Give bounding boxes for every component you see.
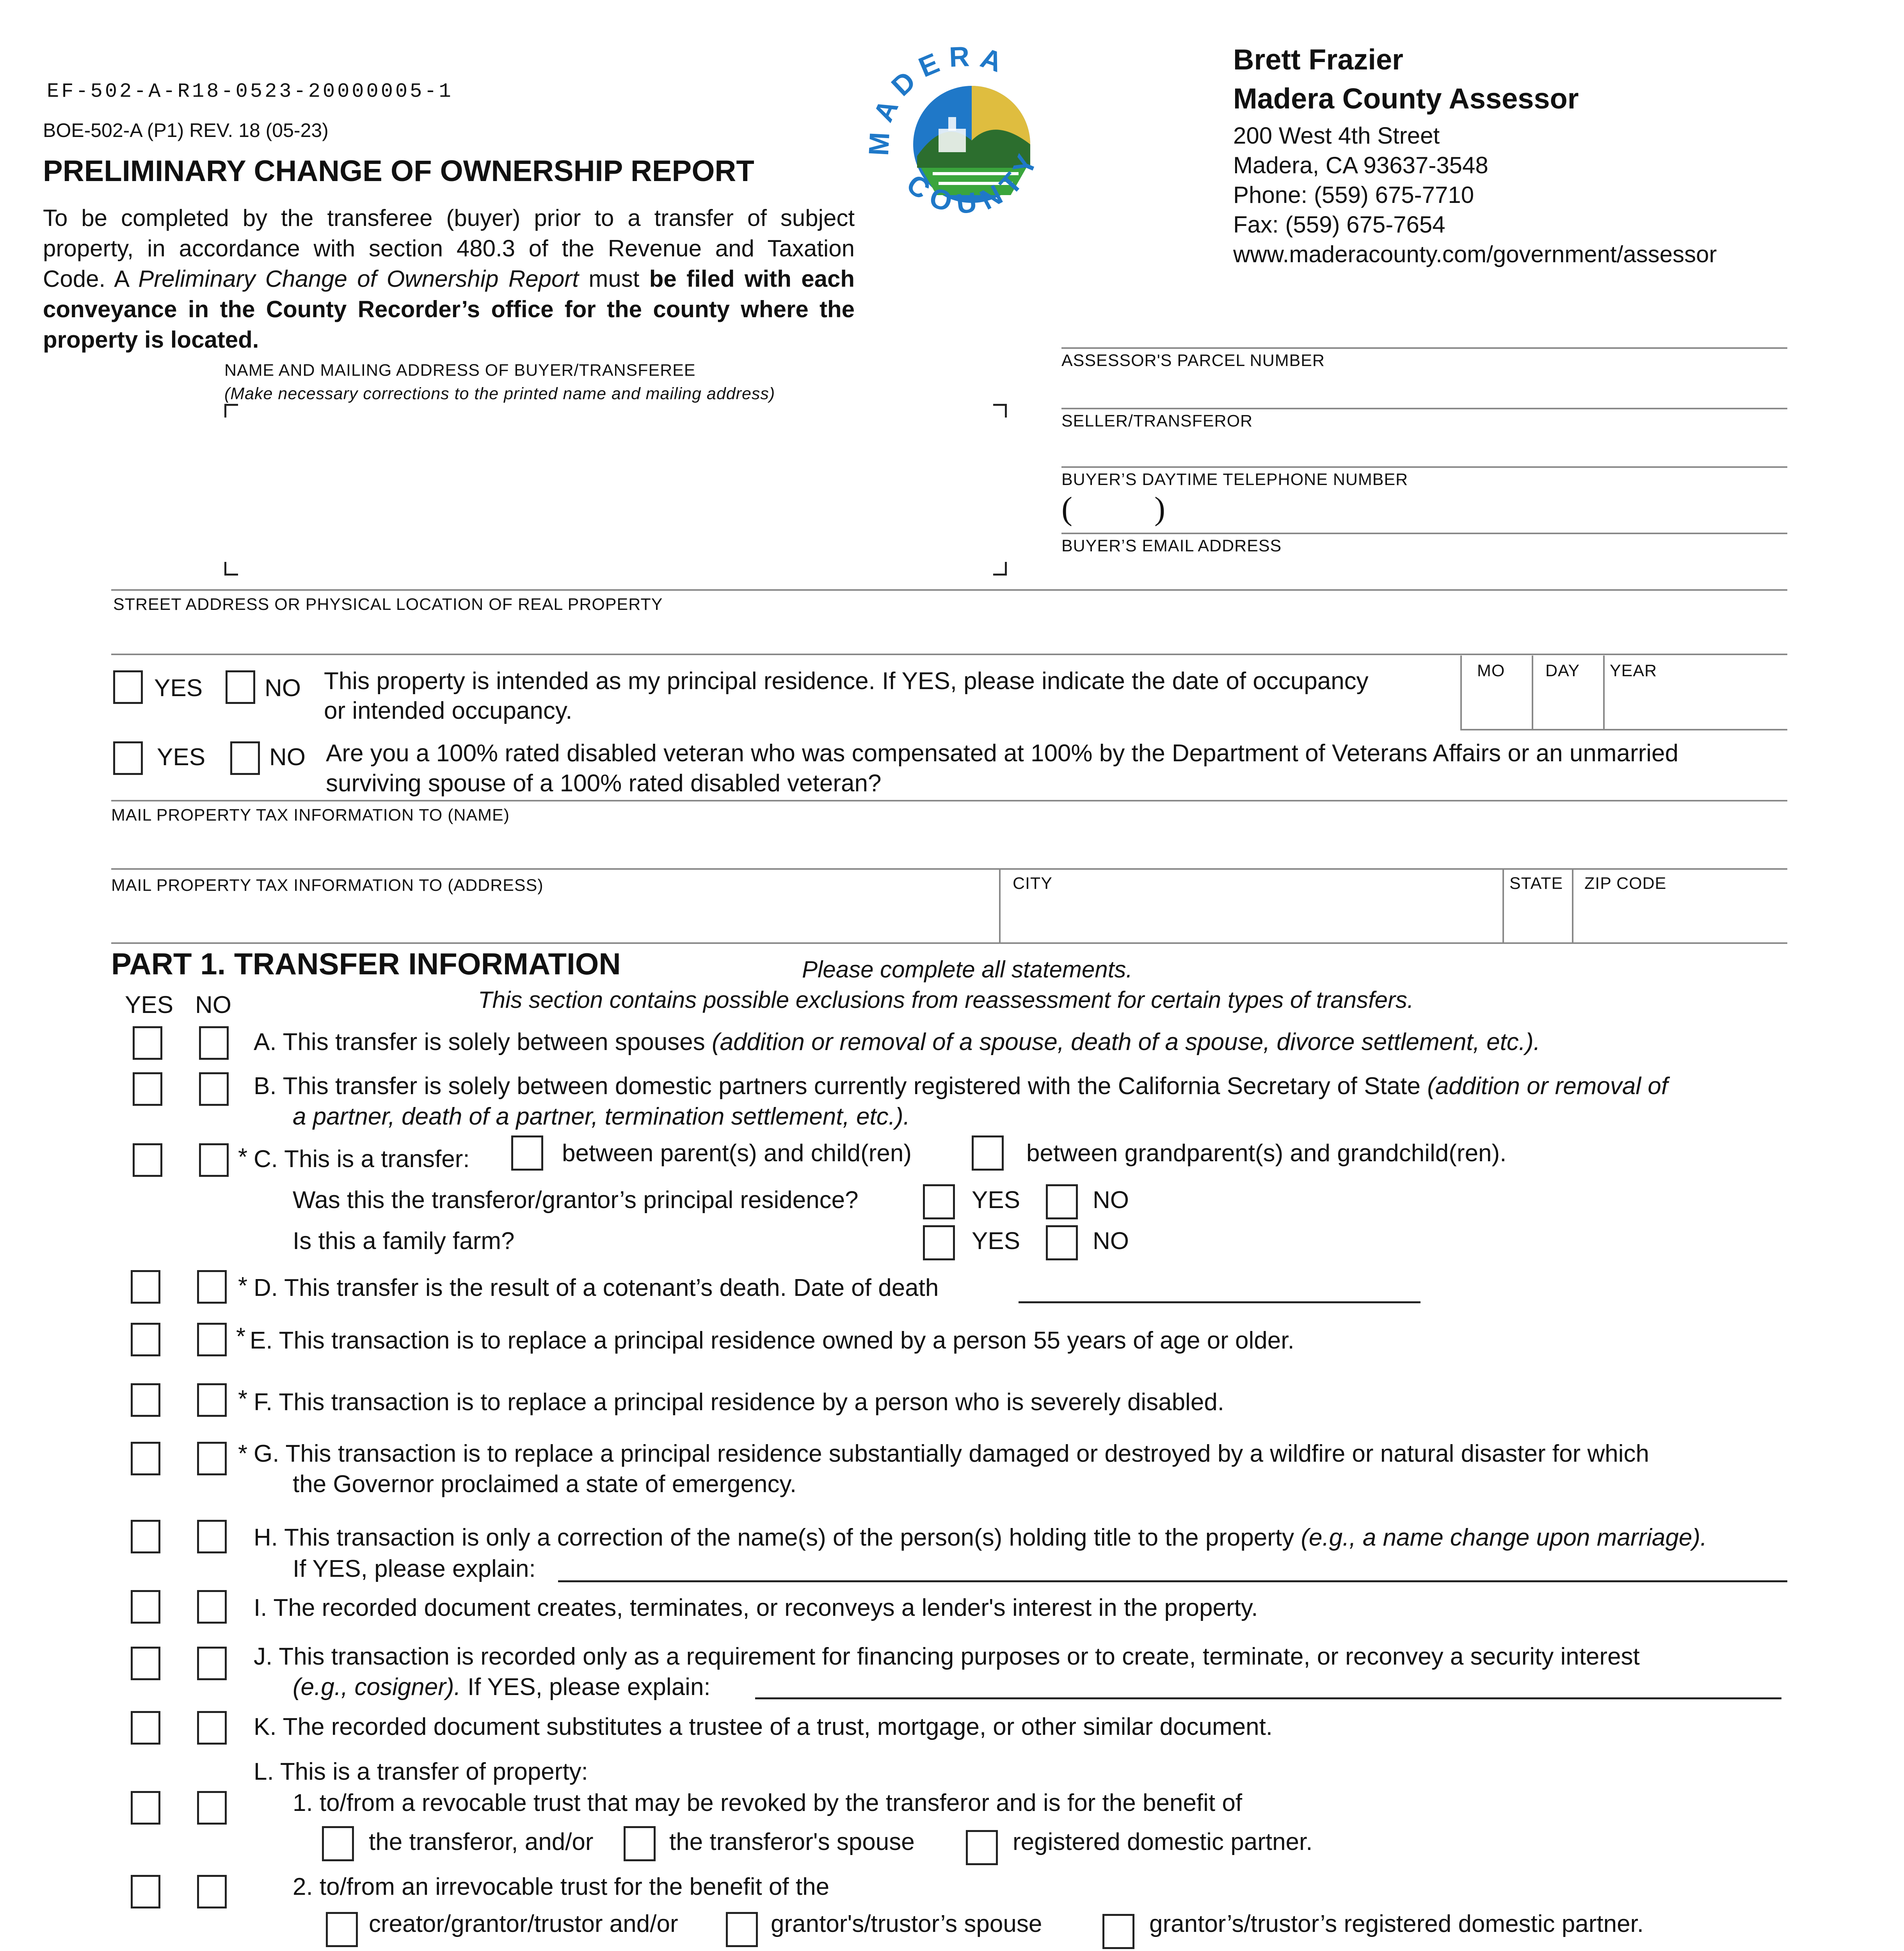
- transferor-spouse-label: the transferor's spouse: [669, 1828, 915, 1855]
- part1-e-yes-checkbox[interactable]: [131, 1323, 160, 1356]
- date-of-death-field[interactable]: [1019, 1301, 1420, 1303]
- divider: [1460, 656, 1462, 730]
- part1-j-explain-field[interactable]: [755, 1697, 1781, 1699]
- principal-residence-question: Was this the transferor/grantor’s principal residence?: [293, 1187, 859, 1214]
- occupancy-year-field[interactable]: [1605, 683, 1785, 728]
- address-window-corner: [993, 562, 1007, 576]
- divider: [111, 868, 1787, 870]
- part1-l1-yes-checkbox[interactable]: [131, 1791, 160, 1825]
- yes-label: YES: [972, 1187, 1020, 1214]
- parent-child-checkbox[interactable]: [511, 1135, 543, 1171]
- part1-a-yes-checkbox[interactable]: [133, 1026, 162, 1060]
- svg-text:MADERA: MADERA: [863, 41, 1014, 156]
- divider: [1061, 408, 1787, 409]
- seller-label: SELLER/TRANSFEROR: [1061, 412, 1253, 430]
- residence-question: This property is intended as my principal residence. If YES, please indicate the date of occupancy: [324, 668, 1369, 695]
- address-window-corner: [224, 562, 238, 576]
- part1-d-text: D. This transfer is the result of a cotenant’s death. Date of death: [254, 1274, 939, 1301]
- part1-f-no-checkbox[interactable]: [197, 1383, 227, 1417]
- transferor-checkbox[interactable]: [322, 1826, 354, 1861]
- grantor-spouse-checkbox[interactable]: [726, 1912, 758, 1947]
- occupancy-month-field[interactable]: [1463, 683, 1531, 728]
- madera-county-logo: [855, 39, 1081, 246]
- divider: [1061, 347, 1787, 349]
- transferor-spouse-checkbox[interactable]: [624, 1826, 656, 1861]
- intro-text: To be completed by the transferee (buyer) prior to a transfer of subject property, in accordance with section 480.3 of the Revenue and Taxation Code. A Preliminary Change of Ownership Report must be filed with each conveyance in the County Recorder’s office for the county where the property is located.: [43, 205, 855, 353]
- form-code: BOE-502-A (P1) REV. 18 (05-23): [43, 119, 329, 141]
- part1-h-yes-checkbox[interactable]: [131, 1520, 160, 1553]
- mo-label: MO: [1477, 661, 1505, 680]
- mail-state-field[interactable]: [1506, 897, 1570, 940]
- part1-h-explain-field[interactable]: [558, 1580, 1787, 1582]
- state-label: STATE: [1509, 874, 1563, 893]
- street-field[interactable]: [113, 617, 1787, 652]
- divider: [1061, 466, 1787, 468]
- mail-address-label: MAIL PROPERTY TAX INFORMATION TO (ADDRESS): [111, 876, 544, 895]
- divider: [1572, 868, 1573, 942]
- grandparent-grandchild-checkbox[interactable]: [972, 1135, 1004, 1171]
- part1-d-no-checkbox[interactable]: [197, 1270, 227, 1304]
- parent-child-label: between parent(s) and child(ren): [562, 1140, 912, 1167]
- part1-i-no-checkbox[interactable]: [197, 1590, 227, 1624]
- part1-g-no-checkbox[interactable]: [197, 1442, 227, 1475]
- part1-h-explain-label: If YES, please explain:: [293, 1555, 536, 1582]
- principal-residence-no-checkbox[interactable]: [1046, 1184, 1078, 1219]
- part1-h-text: H. This transaction is only a correction of the name(s) of the person(s) holding title to the property (e.g., a name change upon marriage).: [254, 1524, 1707, 1551]
- buyer-name-address-field[interactable]: [238, 418, 991, 558]
- divider: [1532, 656, 1533, 730]
- transferor-label: the transferor, and/or: [369, 1828, 594, 1855]
- veteran-question: Are you a 100% rated disabled veteran who was compensated at 100% by the Department of Veterans Affairs or an unmarried: [326, 740, 1679, 767]
- name-mailing-note: (Make necessary corrections to the printed name and mailing address): [224, 384, 775, 403]
- address-window-corner: [224, 404, 238, 418]
- apn-label: ASSESSOR'S PARCEL NUMBER: [1061, 351, 1325, 370]
- part1-a-text: A. This transfer is solely between spouses (addition or removal of a spouse, death of a spouse, divorce settlement, etc.).: [254, 1029, 1540, 1055]
- asterisk: *: [238, 1440, 248, 1467]
- assessor-office: Madera County Assessor: [1233, 82, 1579, 115]
- part1-c-yes-checkbox[interactable]: [133, 1143, 162, 1177]
- family-farm-no-checkbox[interactable]: [1046, 1225, 1078, 1260]
- registered-partner-checkbox[interactable]: [966, 1830, 998, 1865]
- divider: [111, 942, 1787, 944]
- no-label: NO: [1093, 1228, 1129, 1254]
- mail-name-label: MAIL PROPERTY TAX INFORMATION TO (NAME): [111, 806, 510, 824]
- part1-section-note: This section contains possible exclusions from reassessment for certain types of transfers.: [478, 987, 1414, 1013]
- principal-residence-yes-checkbox[interactable]: [923, 1184, 955, 1219]
- form-id: EF-502-A-R18-0523-20000005-1: [47, 80, 453, 103]
- divider: [999, 868, 1001, 942]
- part1-c-text: C. This is a transfer:: [254, 1146, 470, 1173]
- name-mailing-label: NAME AND MAILING ADDRESS OF BUYER/TRANSFEREE: [224, 361, 696, 380]
- asterisk: *: [236, 1323, 246, 1350]
- yes-column-header: YES: [125, 991, 174, 1018]
- divider: [111, 589, 1787, 591]
- occupancy-day-field[interactable]: [1534, 683, 1602, 728]
- part1-c-no-checkbox[interactable]: [199, 1143, 229, 1177]
- zip-label: ZIP CODE: [1584, 874, 1667, 893]
- veteran-question-cont: surviving spouse of a 100% rated disabled veteran?: [326, 770, 882, 797]
- part1-f-yes-checkbox[interactable]: [131, 1383, 160, 1417]
- part1-e-text: E. This transaction is to replace a principal residence owned by a person 55 years of age or older.: [250, 1327, 1294, 1354]
- divider: [1603, 656, 1605, 730]
- asterisk: *: [238, 1386, 248, 1413]
- residence-no-checkbox[interactable]: [226, 670, 255, 704]
- divider: [1502, 868, 1504, 942]
- asterisk: *: [238, 1144, 248, 1171]
- grantor-spouse-label: grantor's/trustor’s spouse: [771, 1910, 1042, 1937]
- divider: [111, 800, 1787, 801]
- part1-b-text: B. This transfer is solely between domestic partners currently registered with the California Secretary of State (addition or removal of: [254, 1073, 1668, 1100]
- apn-field[interactable]: [1061, 373, 1787, 406]
- part1-l1-text: 1. to/from a revocable trust that may be revoked by the transferor and is for the benefit of: [293, 1789, 1243, 1816]
- yes-label: YES: [972, 1228, 1020, 1254]
- part1-b-text-cont: a partner, death of a partner, termination settlement, etc.).: [293, 1103, 910, 1130]
- part1-l1-no-checkbox[interactable]: [197, 1791, 227, 1825]
- no-label: NO: [265, 675, 301, 702]
- part1-i-yes-checkbox[interactable]: [131, 1590, 160, 1624]
- mail-zip-field[interactable]: [1575, 897, 1787, 940]
- yes-label: YES: [154, 675, 203, 702]
- part1-j-text: J. This transaction is recorded only as a requirement for financing purposes or to create, terminate, or reconvey a security interest: [254, 1643, 1640, 1670]
- part1-j-no-checkbox[interactable]: [197, 1647, 227, 1680]
- part1-b-no-checkbox[interactable]: [199, 1072, 229, 1106]
- svg-text:COUNTY: COUNTY: [901, 142, 1046, 220]
- part1-g-text-cont: the Governor proclaimed a state of emergency.: [293, 1471, 797, 1498]
- page-title: PRELIMINARY CHANGE OF OWNERSHIP REPORT: [43, 155, 754, 188]
- part1-b-yes-checkbox[interactable]: [133, 1072, 162, 1106]
- part1-i-text: I. The recorded document creates, terminates, or reconveys a lender's interest in the property.: [254, 1594, 1258, 1621]
- part1-l2-text: 2. to/from an irrevocable trust for the benefit of the: [293, 1873, 830, 1900]
- grandparent-grandchild-label: between grandparent(s) and grandchild(ren).: [1026, 1140, 1507, 1167]
- part1-l2-yes-checkbox[interactable]: [131, 1875, 160, 1908]
- street-label: STREET ADDRESS OR PHYSICAL LOCATION OF REAL PROPERTY: [113, 595, 663, 614]
- phone-label: BUYER’S DAYTIME TELEPHONE NUMBER: [1061, 470, 1408, 489]
- veteran-yes-checkbox[interactable]: [113, 741, 143, 775]
- phone-field[interactable]: ( ): [1061, 490, 1165, 527]
- part1-g-yes-checkbox[interactable]: [131, 1442, 160, 1475]
- grantor-partner-checkbox[interactable]: [1102, 1914, 1134, 1949]
- seller-field[interactable]: [1061, 433, 1787, 464]
- part1-d-yes-checkbox[interactable]: [131, 1270, 160, 1304]
- no-label: NO: [269, 744, 306, 771]
- mail-name-field[interactable]: [111, 827, 1787, 866]
- mail-city-field[interactable]: [1002, 897, 1501, 940]
- part1-k-yes-checkbox[interactable]: [131, 1711, 160, 1745]
- assessor-website[interactable]: www.maderacounty.com/government/assessor: [1233, 241, 1717, 267]
- asterisk: *: [238, 1272, 248, 1299]
- mail-address-field[interactable]: [111, 897, 997, 940]
- city-label: CITY: [1013, 874, 1052, 893]
- part1-f-text: F. This transaction is to replace a principal residence by a person who is severely disabled.: [254, 1389, 1225, 1416]
- email-label: BUYER’S EMAIL ADDRESS: [1061, 537, 1282, 555]
- divider: [1061, 533, 1787, 534]
- assessor-name: Brett Frazier: [1233, 43, 1403, 76]
- grantor-partner-label: grantor’s/trustor’s registered domestic partner.: [1149, 1910, 1644, 1937]
- part1-e-no-checkbox[interactable]: [197, 1323, 227, 1356]
- part1-g-text: G. This transaction is to replace a principal residence substantially damaged or destroyed by a wildfire or natural disaster for which: [254, 1440, 1649, 1467]
- part1-instruction: Please complete all statements.: [802, 956, 1133, 983]
- residence-yes-checkbox[interactable]: [113, 670, 143, 704]
- part1-a-no-checkbox[interactable]: [199, 1026, 229, 1060]
- part1-title: PART 1. TRANSFER INFORMATION: [111, 947, 621, 981]
- creator-grantor-checkbox[interactable]: [326, 1912, 358, 1947]
- part1-k-text: K. The recorded document substitutes a trustee of a trust, mortgage, or other similar document.: [254, 1713, 1273, 1740]
- part1-l-text: L. This is a transfer of property:: [254, 1758, 588, 1785]
- divider: [111, 654, 1787, 655]
- residence-question-cont: or intended occupancy.: [324, 697, 572, 724]
- family-farm-question: Is this a family farm?: [293, 1228, 515, 1254]
- part1-j-yes-checkbox[interactable]: [131, 1647, 160, 1680]
- day-label: DAY: [1545, 661, 1580, 680]
- address-window-corner: [993, 404, 1007, 418]
- veteran-no-checkbox[interactable]: [230, 741, 260, 775]
- year-label: YEAR: [1610, 661, 1657, 680]
- part1-l2-no-checkbox[interactable]: [197, 1875, 227, 1908]
- registered-partner-label: registered domestic partner.: [1013, 1828, 1313, 1855]
- divider: [1460, 729, 1787, 730]
- part1-j-text-cont: (e.g., cosigner). If YES, please explain:: [293, 1674, 711, 1700]
- yes-label: YES: [157, 744, 206, 771]
- part1-h-no-checkbox[interactable]: [197, 1520, 227, 1553]
- no-label: NO: [1093, 1187, 1129, 1214]
- no-column-header: NO: [195, 991, 231, 1018]
- part1-k-no-checkbox[interactable]: [197, 1711, 227, 1745]
- assessor-contact: 200 West 4th Street Madera, CA 93637-3548 Phone: (559) 675-7710 Fax: (559) 675-7654 www.maderacounty.com/government/assessor: [1233, 121, 1717, 269]
- family-farm-yes-checkbox[interactable]: [923, 1225, 955, 1260]
- creator-grantor-label: creator/grantor/trustor and/or: [369, 1910, 678, 1937]
- email-field[interactable]: [1061, 556, 1787, 587]
